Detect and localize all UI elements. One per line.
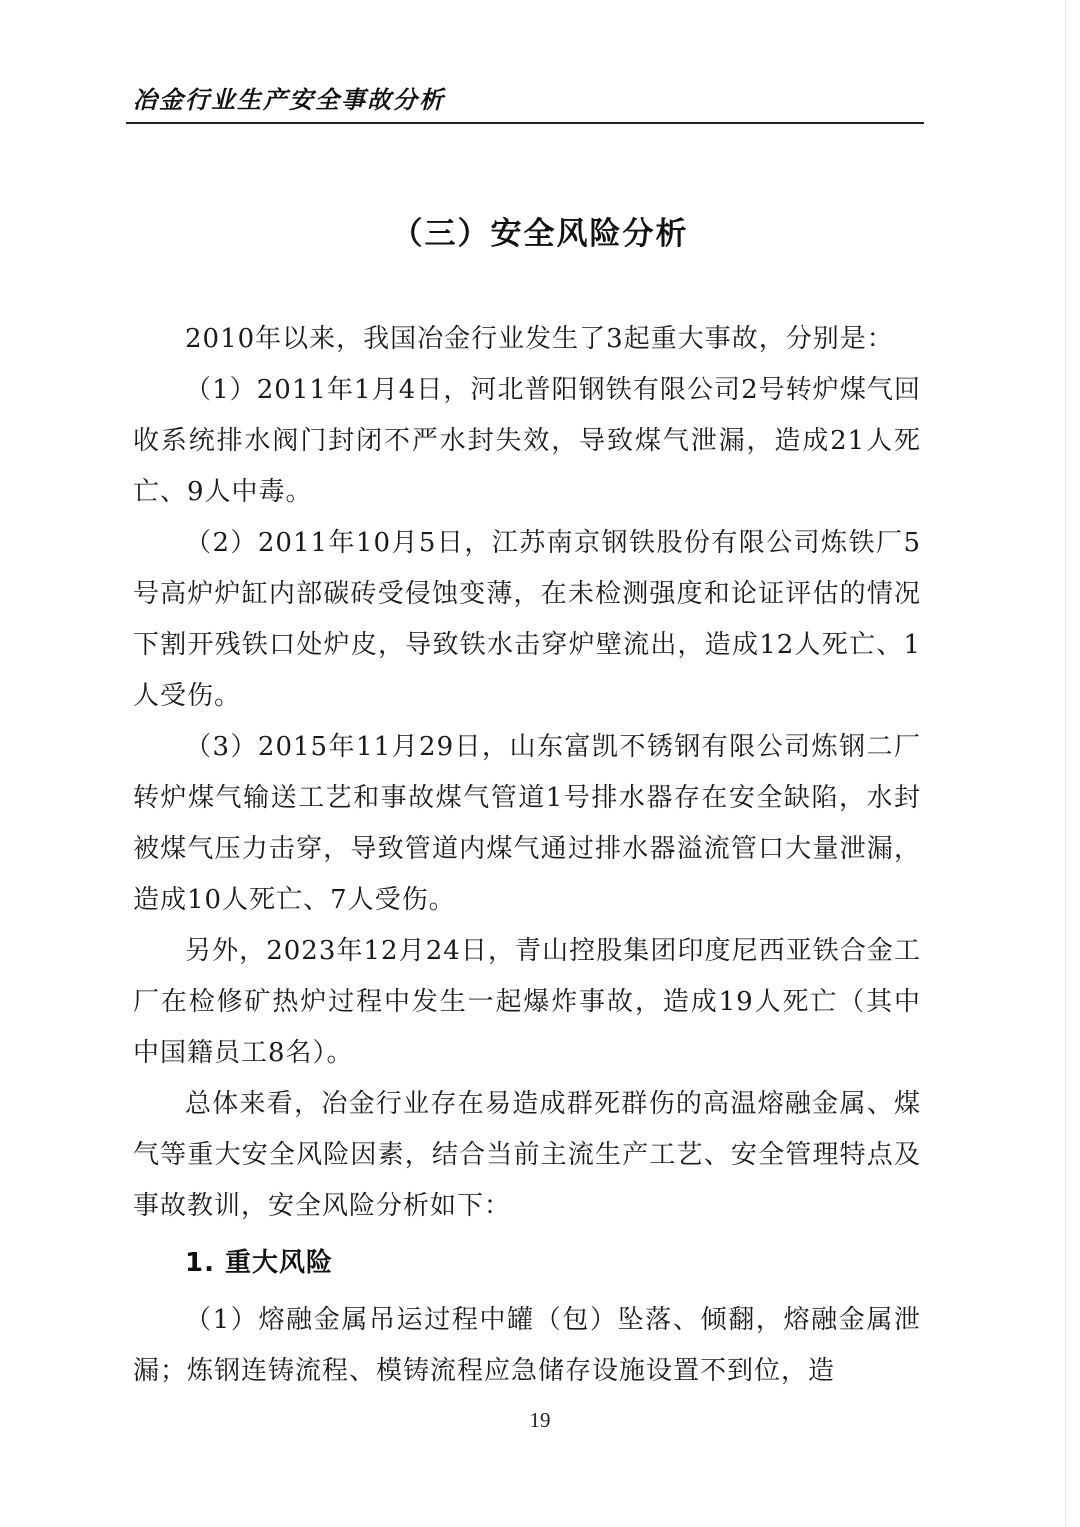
paragraph-accident-3: （3）2015年11月29日，山东富凯不锈钢有限公司炼钢二厂转炉煤气输送工艺和事故煤气管道1号排水器存在安全缺陷，水封被煤气压力击穿，导致管道内煤气通过排水器溢流管口大量泄漏，造成10人死亡、7人受伤。 xyxy=(133,732,921,915)
subsection-heading: 1. 重大风险 xyxy=(185,1248,334,1278)
paragraph-intro: 2010年以来，我国冶金行业发生了3起重大事故，分别是： xyxy=(185,324,894,354)
paragraph-accident-1: （1）2011年1月4日，河北普阳钢铁有限公司2号转炉煤气回收系统排水阀门封闭不严水封失效，导致煤气泄漏，造成21人死亡、9人中毒。 xyxy=(133,375,921,507)
paragraph-risk-1: （1）熔融金属吊运过程中罐（包）坠落、倾翻，熔融金属泄漏；炼钢连铸流程、模铸流程应急储存设施设置不到位，造 xyxy=(133,1305,921,1386)
running-header: 冶金行业生产安全事故分析 xyxy=(133,86,445,114)
body-text xyxy=(133,314,921,1397)
paragraph-additional: 另外，2023年12月24日，青山控股集团印度尼西亚铁合金工厂在检修矿热炉过程中发生一起爆炸事故，造成19人死亡（其中中国籍员工8名）。 xyxy=(133,936,921,1068)
page-number: 19 xyxy=(529,1408,551,1432)
section-title: （三）安全风险分析 xyxy=(391,216,689,252)
header-rule xyxy=(126,122,924,124)
paragraph-summary: 总体来看，冶金行业存在易造成群死群伤的高温熔融金属、煤气等重大安全风险因素，结合当前主流生产工艺、安全管理特点及事故教训，安全风险分析如下： xyxy=(133,1089,921,1221)
paragraph-accident-2: （2）2011年10月5日，江苏南京钢铁股份有限公司炼铁厂5号高炉炉缸内部碳砖受侵蚀变薄，在未检测强度和论证评估的情况下割开残铁口处炉皮，导致铁水击穿炉壁流出，造成12人死亡、1人受伤。 xyxy=(133,528,921,711)
